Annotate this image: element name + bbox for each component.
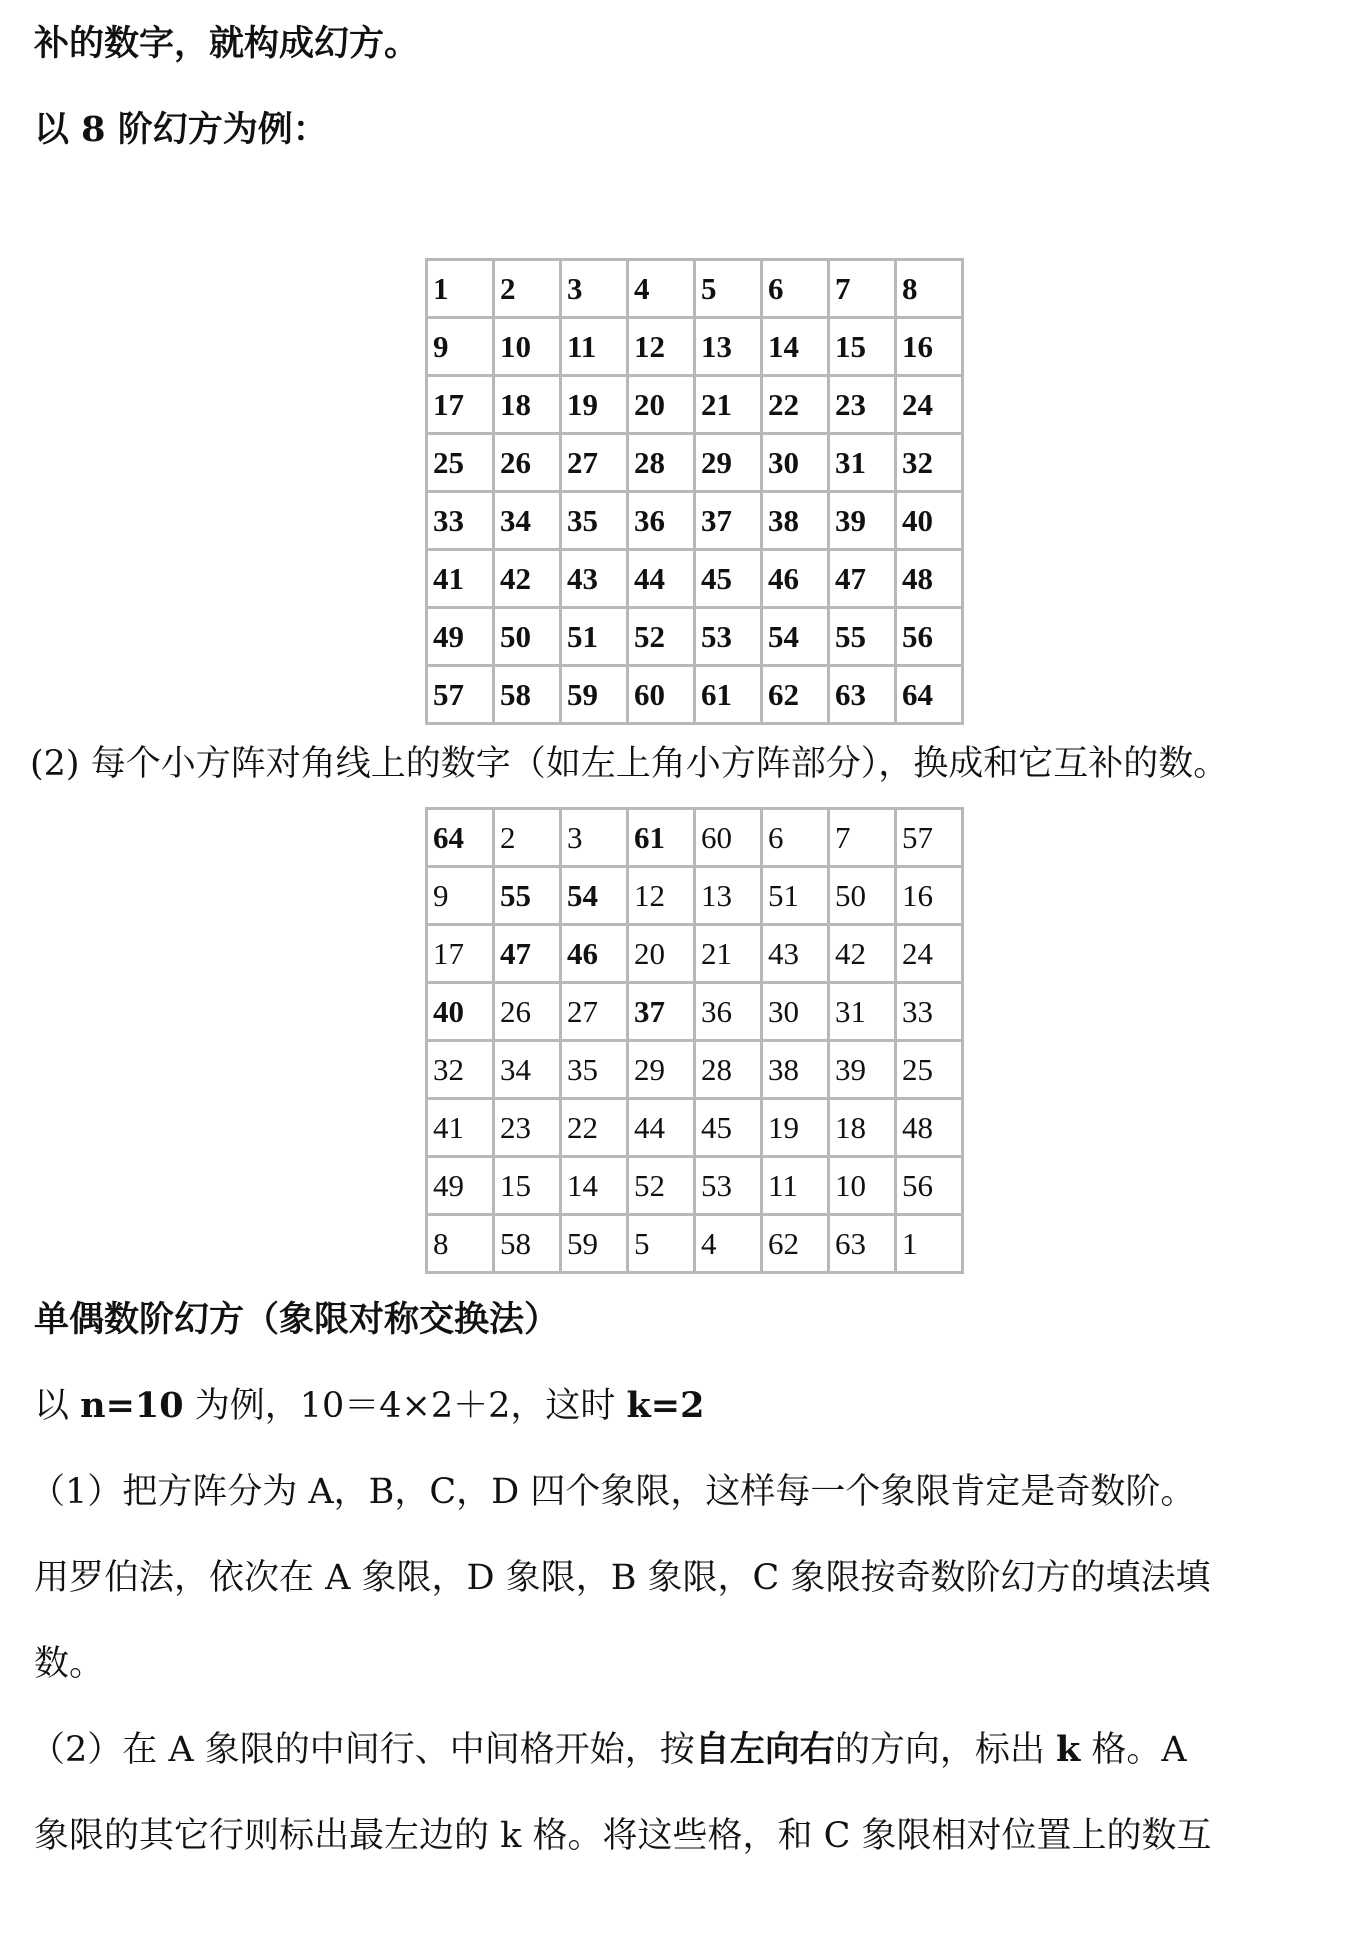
grid-cell: 48 — [896, 550, 963, 608]
grid-cell: 40 — [427, 983, 494, 1041]
grid-cell: 64 — [427, 809, 494, 867]
grid-row — [427, 983, 963, 1041]
grid-row — [427, 925, 963, 983]
grid-cell: 54 — [561, 867, 628, 925]
grid-cell: 43 — [762, 925, 829, 983]
p4-emphasis: 自左向右 — [694, 1729, 835, 1770]
grid-cell: 29 — [695, 434, 762, 492]
grid-cell: 53 — [695, 608, 762, 666]
grid-cell: 30 — [762, 434, 829, 492]
grid-cell: 32 — [896, 434, 963, 492]
grid-cell: 9 — [427, 318, 494, 376]
grid-cell: 49 — [427, 608, 494, 666]
grid-cell: 61 — [628, 809, 695, 867]
text-line-1: 补的数字，就构成幻方。 — [34, 23, 420, 64]
example-text-a: 以 — [34, 1386, 81, 1426]
grid-cell: 30 — [762, 983, 829, 1041]
grid-cell: 36 — [695, 983, 762, 1041]
grid-cell: 8 — [427, 1215, 494, 1273]
grid-cell: 50 — [829, 867, 896, 925]
grid-cell: 45 — [695, 550, 762, 608]
grid-cell: 44 — [628, 1099, 695, 1157]
grid-cell: 10 — [494, 318, 561, 376]
grid-cell: 35 — [561, 1041, 628, 1099]
grid-cell: 21 — [695, 925, 762, 983]
grid-row — [427, 260, 963, 318]
grid-cell: 28 — [695, 1041, 762, 1099]
grid-cell: 7 — [829, 809, 896, 867]
grid-cell: 50 — [494, 608, 561, 666]
grid-cell: 19 — [561, 376, 628, 434]
grid-row — [427, 809, 963, 867]
grid-cell: 57 — [896, 809, 963, 867]
example-text-b: 为例，10＝4×2＋2，这时 — [183, 1386, 627, 1426]
grid-cell: 11 — [561, 318, 628, 376]
grid-cell: 11 — [762, 1157, 829, 1215]
paragraph-2: 用罗伯法，依次在 A 象限，D 象限，B 象限，C 象限按奇数阶幻方的填法填 — [34, 1558, 1211, 1598]
grid-cell: 40 — [896, 492, 963, 550]
grid-row — [427, 608, 963, 666]
p4-text-c: 的方向，标出 — [834, 1730, 1056, 1770]
grid-cell: 52 — [628, 1157, 695, 1215]
grid-cell: 15 — [829, 318, 896, 376]
grid-cell: 47 — [494, 925, 561, 983]
example-line — [34, 1384, 704, 1428]
grid-cell: 57 — [427, 666, 494, 724]
grid-cell: 20 — [628, 925, 695, 983]
grid-cell: 41 — [427, 550, 494, 608]
grid-cell: 36 — [628, 492, 695, 550]
grid-cell: 64 — [896, 666, 963, 724]
grid-cell: 39 — [829, 1041, 896, 1099]
p4-k: k — [1055, 1729, 1081, 1770]
grid-cell: 43 — [561, 550, 628, 608]
grid-cell: 63 — [829, 1215, 896, 1273]
grid-cell: 9 — [427, 867, 494, 925]
example-n: n=10 — [80, 1385, 184, 1426]
grid-cell: 4 — [695, 1215, 762, 1273]
paragraph-5: 象限的其它行则标出最左边的 k 格。将这些格，和 C 象限相对位置上的数互 — [34, 1816, 1212, 1856]
grid-cell: 56 — [896, 1157, 963, 1215]
grid-cell: 55 — [494, 867, 561, 925]
grid-row — [427, 434, 963, 492]
grid-cell: 24 — [896, 376, 963, 434]
grid-cell: 60 — [695, 809, 762, 867]
grid-row — [427, 1099, 963, 1157]
grid-cell: 16 — [896, 867, 963, 925]
grid-cell: 59 — [561, 1215, 628, 1273]
grid-cell: 53 — [695, 1157, 762, 1215]
grid-cell: 2 — [494, 260, 561, 318]
grid-cell: 34 — [494, 1041, 561, 1099]
paragraph-3: 数。 — [34, 1644, 105, 1684]
grid-cell: 29 — [628, 1041, 695, 1099]
grid-cell: 5 — [628, 1215, 695, 1273]
grid-cell: 7 — [829, 260, 896, 318]
grid-cell: 6 — [762, 260, 829, 318]
grid-cell: 52 — [628, 608, 695, 666]
grid-cell: 24 — [896, 925, 963, 983]
grid-cell: 25 — [896, 1041, 963, 1099]
grid-cell: 55 — [829, 608, 896, 666]
grid-cell: 16 — [896, 318, 963, 376]
grid-cell: 44 — [628, 550, 695, 608]
grid-cell: 8 — [896, 260, 963, 318]
grid-cell: 13 — [695, 318, 762, 376]
grid-cell: 14 — [762, 318, 829, 376]
magic-square-complemented — [425, 807, 964, 1274]
grid-cell: 10 — [829, 1157, 896, 1215]
grid-cell: 23 — [829, 376, 896, 434]
grid-cell: 27 — [561, 983, 628, 1041]
p4-text-a: （2）在 A 象限的中间行、中间格开始，按 — [30, 1730, 695, 1770]
grid-cell: 18 — [829, 1099, 896, 1157]
grid-row — [427, 867, 963, 925]
caption-step-2: (2) 每个小方阵对角线上的数字（如左上角小方阵部分），换成和它互补的数。 — [30, 744, 1229, 784]
grid-row — [427, 666, 963, 724]
grid-cell: 31 — [829, 983, 896, 1041]
grid-cell: 38 — [762, 492, 829, 550]
grid-cell: 42 — [829, 925, 896, 983]
grid-cell: 32 — [427, 1041, 494, 1099]
grid-cell: 23 — [494, 1099, 561, 1157]
grid-cell: 45 — [695, 1099, 762, 1157]
grid-cell: 17 — [427, 376, 494, 434]
section-heading: 单偶数阶幻方（象限对称交换法） — [34, 1299, 560, 1340]
grid-cell: 6 — [762, 809, 829, 867]
magic-square-original — [425, 258, 964, 725]
grid-cell: 5 — [695, 260, 762, 318]
grid-cell: 18 — [494, 376, 561, 434]
grid-row — [427, 492, 963, 550]
grid-cell: 54 — [762, 608, 829, 666]
grid-cell: 28 — [628, 434, 695, 492]
grid-cell: 22 — [762, 376, 829, 434]
grid-cell: 51 — [561, 608, 628, 666]
grid-cell: 12 — [628, 318, 695, 376]
grid-cell: 38 — [762, 1041, 829, 1099]
grid-cell: 12 — [628, 867, 695, 925]
grid-cell: 34 — [494, 492, 561, 550]
grid-row — [427, 1215, 963, 1273]
grid-cell: 17 — [427, 925, 494, 983]
grid-cell: 46 — [762, 550, 829, 608]
grid-cell: 1 — [896, 1215, 963, 1273]
text-line-2: 以 8 阶幻方为例： — [34, 109, 328, 150]
grid-cell: 14 — [561, 1157, 628, 1215]
grid-row — [427, 376, 963, 434]
grid-cell: 4 — [628, 260, 695, 318]
grid-cell: 46 — [561, 925, 628, 983]
grid-cell: 37 — [695, 492, 762, 550]
grid-cell: 20 — [628, 376, 695, 434]
grid-cell: 15 — [494, 1157, 561, 1215]
grid-cell: 26 — [494, 434, 561, 492]
grid-row — [427, 550, 963, 608]
grid-cell: 61 — [695, 666, 762, 724]
grid-cell: 49 — [427, 1157, 494, 1215]
grid-cell: 47 — [829, 550, 896, 608]
grid-cell: 2 — [494, 809, 561, 867]
grid-row — [427, 1041, 963, 1099]
grid-cell: 37 — [628, 983, 695, 1041]
grid-row — [427, 1157, 963, 1215]
grid-cell: 35 — [561, 492, 628, 550]
grid-cell: 33 — [896, 983, 963, 1041]
grid-cell: 25 — [427, 434, 494, 492]
grid-cell: 33 — [427, 492, 494, 550]
grid-row — [427, 318, 963, 376]
grid-cell: 27 — [561, 434, 628, 492]
grid-cell: 59 — [561, 666, 628, 724]
grid-cell: 1 — [427, 260, 494, 318]
grid-cell: 48 — [896, 1099, 963, 1157]
grid-cell: 60 — [628, 666, 695, 724]
grid-cell: 42 — [494, 550, 561, 608]
grid-cell: 51 — [762, 867, 829, 925]
grid-cell: 41 — [427, 1099, 494, 1157]
grid-cell: 56 — [896, 608, 963, 666]
grid-cell: 62 — [762, 666, 829, 724]
grid-cell: 19 — [762, 1099, 829, 1157]
example-k: k=2 — [626, 1385, 705, 1426]
grid-cell: 63 — [829, 666, 896, 724]
p4-text-e: 格。A — [1080, 1730, 1187, 1770]
grid-cell: 26 — [494, 983, 561, 1041]
paragraph-4 — [30, 1728, 1187, 1772]
grid-cell: 39 — [829, 492, 896, 550]
grid-cell: 3 — [561, 260, 628, 318]
grid-cell: 3 — [561, 809, 628, 867]
grid-cell: 58 — [494, 666, 561, 724]
grid-cell: 22 — [561, 1099, 628, 1157]
grid-cell: 58 — [494, 1215, 561, 1273]
grid-cell: 31 — [829, 434, 896, 492]
grid-cell: 13 — [695, 867, 762, 925]
grid-cell: 21 — [695, 376, 762, 434]
paragraph-1: （1）把方阵分为 A，B，C，D 四个象限，这样每一个象限肯定是奇数阶。 — [30, 1472, 1196, 1512]
grid-cell: 62 — [762, 1215, 829, 1273]
